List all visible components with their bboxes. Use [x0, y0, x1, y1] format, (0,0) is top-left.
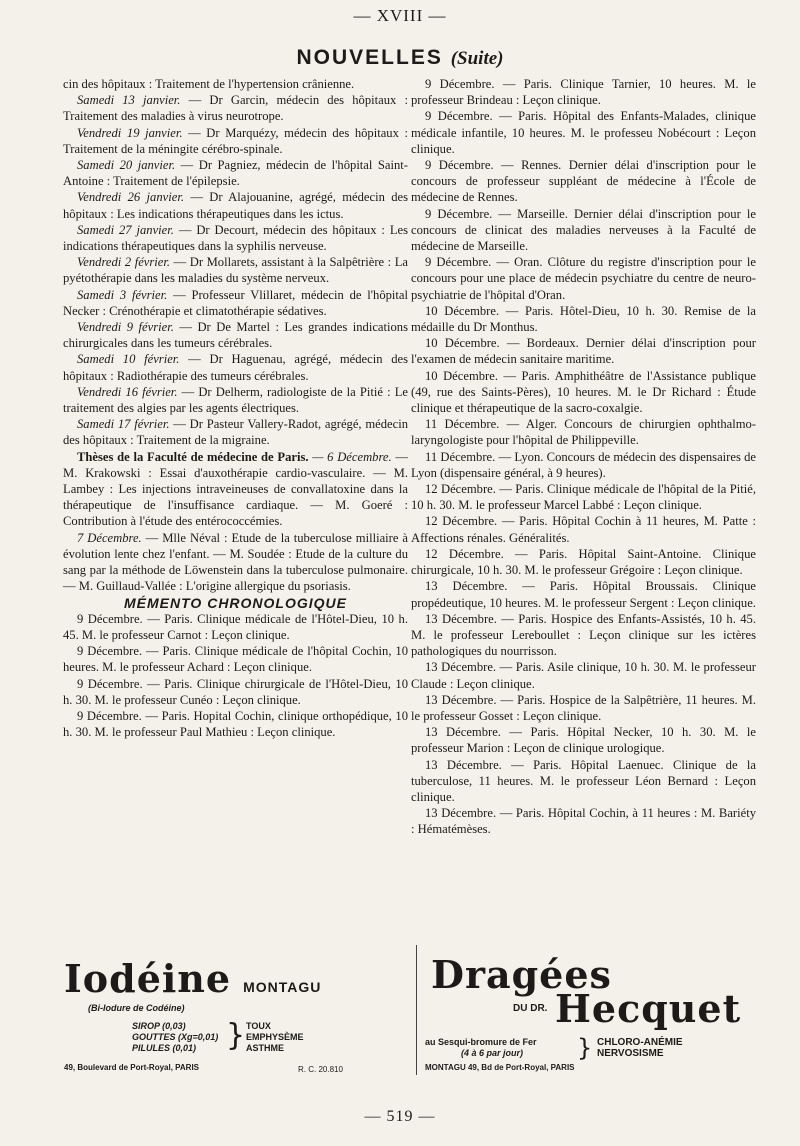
paragraph: cin des hôpitaux : Traitement de l'hypertension crânienne.: [63, 77, 355, 91]
memento-item: 9 Décembre. — Paris. Hôpital des Enfants-Malades, clinique médicale infantile, 10 heures. M. le professeu Nobécourt : Leçon clinique.: [411, 109, 756, 156]
ad-hecquet-indications: CHLORO-ANÉMIE NERVOSISME: [597, 1037, 683, 1059]
section-title-main: NOUVELLES: [296, 46, 443, 69]
theses-paragraph: [63, 449, 408, 530]
memento-item: 13 Décembre. — Paris. Hôpital Necker, 10 h. 30. M. le professeur Marion : Leçon de clinique urologique.: [411, 725, 756, 756]
paragraph: [63, 125, 408, 157]
paragraph: [63, 254, 408, 286]
ad-iodeine-indications: TOUX EMPHYSÈME ASTHME: [246, 1021, 304, 1053]
ad-iodeine-code: R. C. 20.810: [298, 1065, 343, 1074]
ad-iodeine-logo: Iodéine: [64, 956, 232, 1001]
memento-item: 13 Décembre. — Paris. Hôpital Broussais. Clinique propédeutique, 10 heures. M. le professeur Sergent : Leçon clinique.: [411, 579, 756, 610]
memento-item: 12 Décembre. — Paris. Clinique médicale de l'hôpital de la Pitié, 10 h. 30. M. le professeur Marcel Labbé : Leçon clinique.: [411, 482, 756, 513]
paragraph: [63, 351, 408, 383]
memento-item: 9 Décembre. — Paris. Clinique Tarnier, 10 heures. M. le professeur Brindeau : Leçon clinique.: [411, 77, 756, 108]
memento-item: 9 Décembre. — Paris. Clinique médicale de l'Hôtel-Dieu, 10 h. 45. M. le professeur Carnot : Leçon clinique.: [63, 611, 408, 642]
memento-item: 11 Décembre. — Alger. Concours de chirurgien ophthalmo-laryngologiste pour l'hôpital de Philippeville.: [411, 417, 756, 448]
right-column: [411, 76, 756, 838]
paragraph: [63, 384, 408, 416]
text: — Mlle Néval : Etude de la tuberculose milliaire à évolution lente chez l'enfant. — M. Soudée : Etude de la culture du sang par la méthode de Löwenstein dans la tuberculose pulmonaire. — M. Guillaud-Vallée : L'origine allergique du psoriasis.: [63, 530, 408, 594]
paragraph: [63, 157, 408, 189]
text: — Dr Pagniez, médecin de l'hôpital Saint-Antoine : Traitement de l'épilepsie.: [63, 158, 408, 189]
memento-item: 12 Décembre. — Paris. Hôpital Saint-Antoine. Clinique chirurgicale, 10 h. 30. M. le professeur Grégoire : Leçon clinique.: [411, 546, 756, 578]
date: Vendredi 9 février.: [77, 320, 174, 335]
ad-hecquet-line2: (4 à 6 par jour): [461, 1048, 524, 1058]
text: — M. Krakowski : Essai d'auxothérapie cardio-vasculaire. — M. Lambey : Les injections intraveineuses de convallatoxine dans la thérapeutique de l'insuffisance cardiaque. — M. Goeré : Contribution à l'étude des entérococcémies.: [63, 449, 408, 529]
ad-iodeine-subtitle: (Bi-Iodure de Codéine): [88, 1003, 185, 1013]
memento-item: 13 Décembre. — Paris. Hospice de la Salpêtrière, 11 heures. M. le professeur Gosset : Leçon clinique.: [411, 692, 756, 723]
brace-icon: }: [226, 1018, 246, 1053]
memento-item: 13 Décembre. — Paris. Hôpital Laenuec. Clinique de la tuberculose, 11 heures. M. le professeur Léon Bernard : Leçon clinique.: [411, 757, 756, 804]
memento-item: 11 Décembre. — Lyon. Concours de médecin des dispensaires de Lyon (dispensaire général, à 9 heures).: [411, 449, 756, 480]
date: Samedi 17 février.: [77, 417, 170, 432]
date: Vendredi 16 février.: [77, 384, 178, 399]
theses-paragraph: [63, 530, 408, 595]
date: — 6 Décembre.: [308, 449, 392, 464]
memento-item: 9 Décembre. — Paris. Clinique chirurgicale de l'Hôtel-Dieu, 10 h. 30. M. le professeur Cunéo : Leçon clinique.: [63, 676, 408, 707]
ad-hecquet-du-dr: DU DR.: [513, 1003, 548, 1014]
paragraph: [63, 287, 408, 319]
date: Samedi 3 février.: [77, 287, 168, 302]
ad-iodeine-address: 49, Boulevard de Port-Royal, PARIS: [64, 1063, 199, 1072]
memento-item: 13 Décembre. — Paris. Hôpital Cochin, à 11 heures : M. Bariéty : Hématémèses.: [411, 806, 756, 837]
memento-item: 9 Décembre. — Oran. Clôture du registre d'inscription pour le concours pour une place de médecin psychiatre du centre de neuro-psychiatrie de l'hôpital d'Oran.: [411, 255, 756, 302]
page-roman-number: — XVIII —: [353, 6, 447, 25]
ad-hecquet-line1: au Sesqui-bromure de Fer: [425, 1037, 537, 1047]
text: — Dr Pasteur Vallery-Radot, agrégé, médecin des hôpitaux : Traitement de la migraine.: [63, 417, 408, 448]
date: 7 Décembre.: [77, 530, 142, 545]
ad-hecquet-address: MONTAGU 49, Bd de Port-Royal, PARIS: [425, 1063, 575, 1072]
memento-item: 9 Décembre. — Paris. Hopital Cochin, clinique orthopédique, 10 h. 30. M. le professeur Paul Mathieu : Leçon clinique.: [63, 708, 408, 740]
memento-item: 13 Décembre. — Paris. Asile clinique, 10 h. 30. M. le professeur Claude : Leçon clinique.: [411, 660, 756, 691]
text: — Dr Haguenau, agrégé, médecin des hôpitaux : Radiothérapie des tumeurs cérébrales.: [63, 352, 408, 383]
ad-iodeine: [56, 945, 396, 1075]
paragraph: [63, 189, 408, 221]
section-title-suite: (Suite): [450, 48, 504, 69]
paragraph: [63, 92, 408, 124]
paragraph: [63, 416, 408, 448]
memento-item: 9 Décembre. — Paris. Clinique médicale de l'hôpital Cochin, 10 heures. M. le professeur Achard : Leçon clinique.: [63, 644, 408, 675]
text: — Dr Marquézy, médecin des hôpitaux : Traitement de la méningite cérébro-spinale.: [63, 125, 408, 156]
memento-item: 9 Décembre. — Marseille. Dernier délai d'inscription pour le concours de clinicat des maladies nerveuses à la Faculté de médecine de Marseille.: [411, 206, 756, 254]
ad-hecquet-logo-2: Hecquet: [555, 986, 742, 1031]
page-number: — 519 —: [364, 1108, 436, 1125]
text: — Dr Mollarets, assistant à la Salpêtrière : La pyétothérapie dans les maladies du système nerveux.: [63, 255, 408, 286]
date: Vendredi 26 janvier.: [77, 190, 184, 205]
theses-title: Thèses de la Faculté de médecine de Paris.: [77, 449, 309, 464]
memento-item: 13 Décembre. — Paris. Hospice des Enfants-Assistés, 10 h. 45. M. le professeur Lereboullet : Leçon clinique sur les ictères pathologiques du nourrisson.: [411, 611, 756, 659]
date: Samedi 13 janvier.: [77, 93, 181, 108]
date: Vendredi 19 janvier.: [77, 125, 183, 140]
memento-title: MÉMENTO CHRONOLOGIQUE: [124, 594, 347, 611]
text: — Dr Delherm, radiologiste de la Pitié : Le traitement des algies par les agents électriques.: [63, 384, 408, 416]
ad-hecquet: [416, 945, 765, 1075]
text: — Dr De Martel : Les grandes indications chirurgicales dans les tumeurs cérébrales.: [63, 320, 408, 351]
date: Samedi 10 février.: [77, 352, 180, 367]
left-column: [63, 76, 408, 740]
text: — Dr Garcin, médecin des hôpitaux : Traitement des maladies à virus neurotrope.: [63, 93, 408, 124]
memento-item: 10 Décembre. — Paris. Amphithéâtre de l'Assistance publique (49, rue des Saints-Pères), 10 heures. M. le Dr Richard : Étude clinique et thérapeutique de la sacro-coxalgie.: [411, 368, 756, 416]
paragraph: [63, 319, 408, 351]
date: Vendredi 2 février.: [77, 255, 171, 270]
ad-iodeine-forms: SIROP (0,03) GOUTTES (Xg=0,01) PILULES (0,01): [132, 1021, 219, 1053]
section-title: [0, 46, 800, 70]
ad-hecquet-logo-1: Dragées: [431, 952, 612, 997]
memento-item: 10 Décembre. — Bordeaux. Dernier délai d'inscription pour l'examen de médecin sanitaire maritime.: [411, 336, 756, 367]
date: Samedi 20 janvier.: [77, 158, 176, 173]
paragraph: [63, 222, 408, 254]
memento-item: 10 Décembre. — Paris. Hôtel-Dieu, 10 h. 30. Remise de la médaille du Dr Monthus.: [411, 303, 756, 335]
text: — Dr Alajouanine, agrégé, médecin des hôpitaux : Les indications thérapeutiques dans les ictus.: [63, 190, 408, 221]
ad-iodeine-brand: MONTAGU: [243, 979, 322, 995]
date: Samedi 27 janvier.: [77, 222, 174, 237]
text: — Professeur Vlillaret, médecin de l'hôpital Necker : Crénothérapie et climatothérapie sédatives.: [63, 287, 408, 318]
memento-item: 9 Décembre. — Rennes. Dernier délai d'inscription pour le concours de professeur suppléant de médecine à l'École de médecine de Rennes.: [411, 158, 756, 205]
advertisements: [56, 945, 756, 1085]
text: — Dr Decourt, médecin des hôpitaux : Les indications thérapeutiques dans la syphilis nerveuse.: [63, 222, 409, 254]
brace-icon: }: [577, 1034, 593, 1062]
memento-item: 12 Décembre. — Paris. Hôpital Cochin à 11 heures, M. Patte : Affections rénales. Généralités.: [411, 514, 756, 545]
